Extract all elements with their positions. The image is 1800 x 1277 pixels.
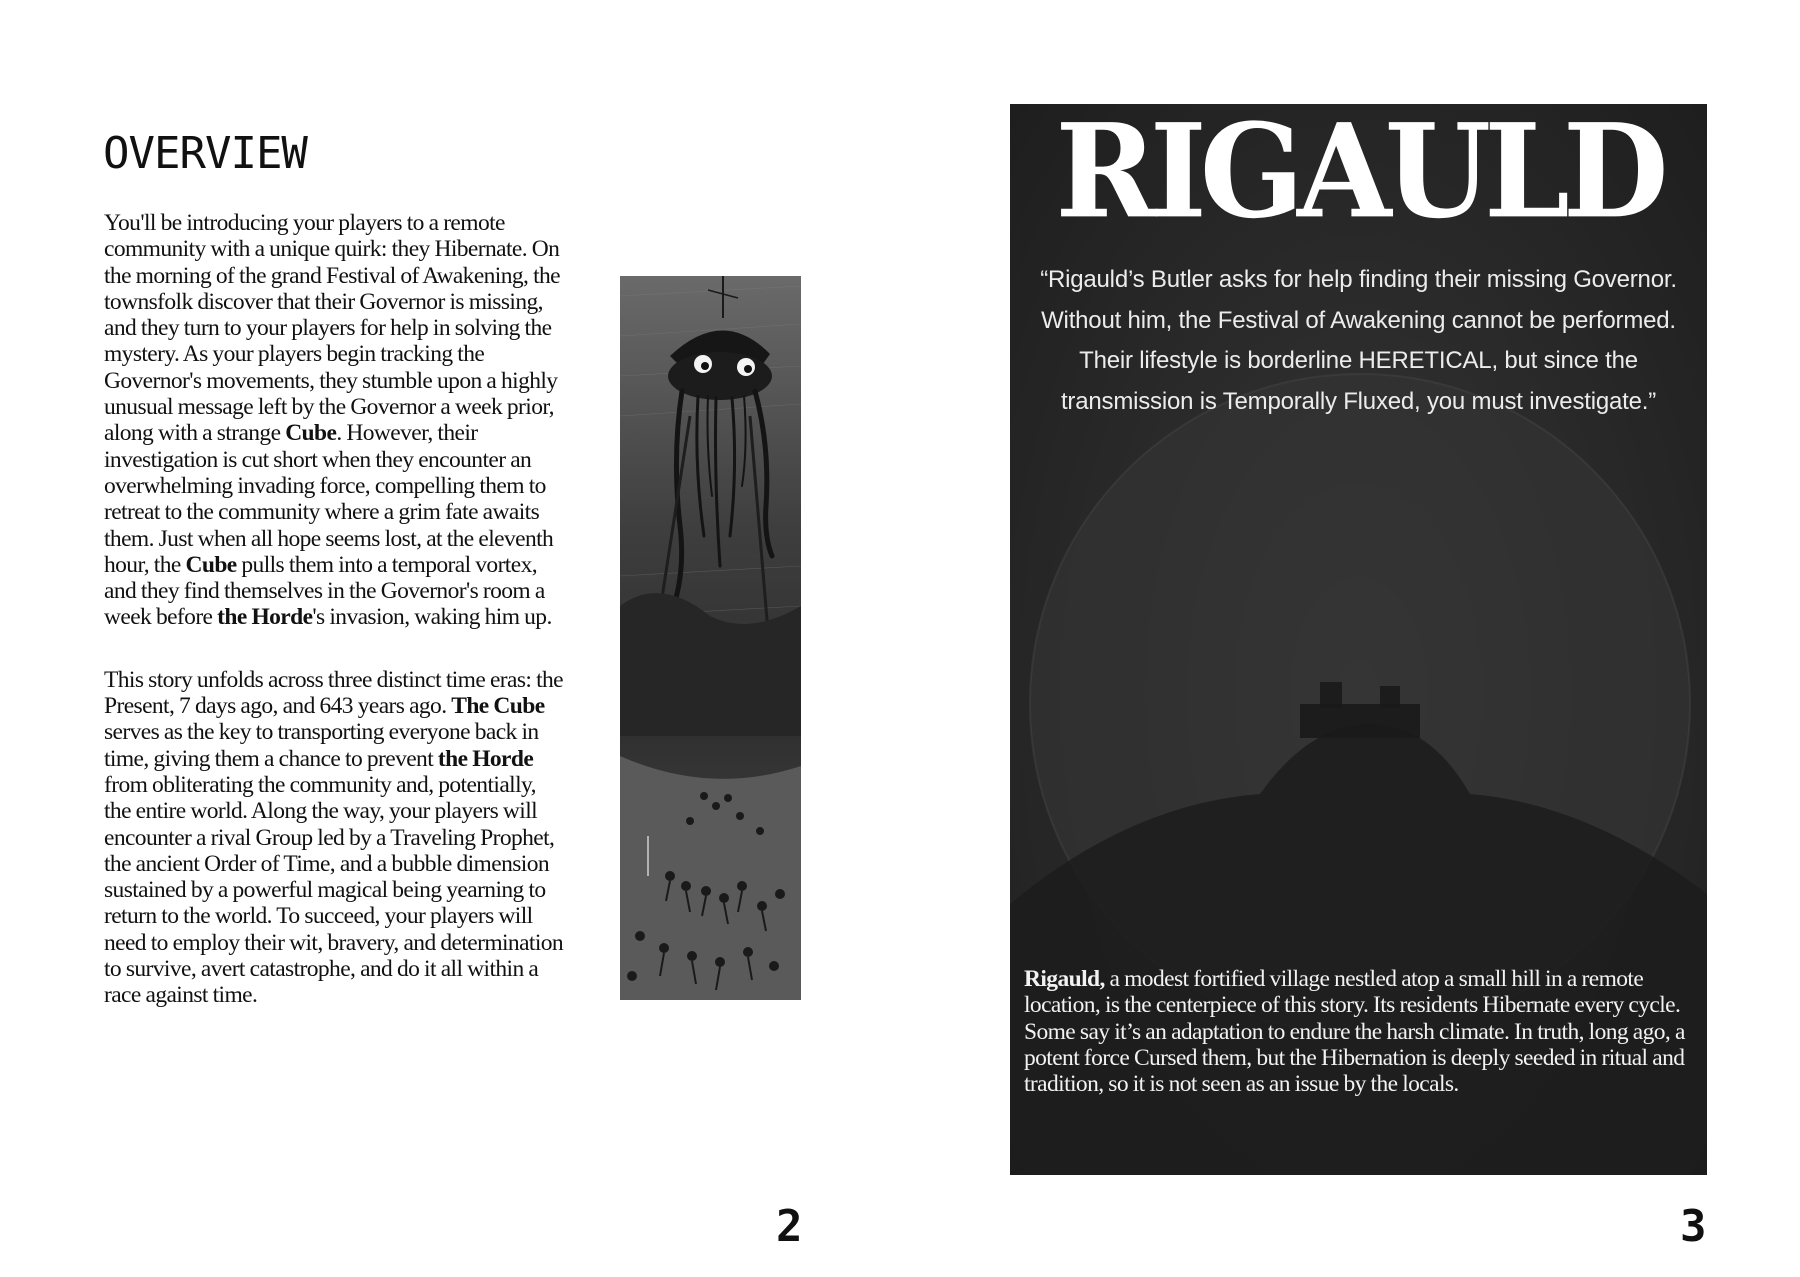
text-run: You'll be introducing your players to a remote community with a unique quirk: they Hibernate. On the morning of the grand Festival of Awakening, the townsfolk discover that their Governor is missing, and they turn to your players for help in solving the mystery. As your players begin tracking the Governor's movements, they stumble upon a highly unusual message left by the Governor a week prior, along with a strange bbox=[104, 210, 560, 447]
bold-term: The Cube bbox=[451, 693, 545, 720]
pull-quote: “Rigauld’s Butler asks for help finding their missing Governor. Without him, the Festival of Awakening cannot be performed. Their lifestyle is borderline HERETICAL, but since the transmission is Temporally Fluxed, you must investigate.” bbox=[1040, 266, 1677, 415]
text-run: from obliterating the community and, potentially, the entire world. Along the way, your players will encounter a rival Group led by a Traveling Prophet, the ancient Order of Time, and a bubble dimension sustained by a powerful magical being yearning to return to the world. To succeed, your players will need to employ their wit, bravery, and determination to survive, avert catastrophe, and do it all within a race against time. bbox=[104, 771, 564, 1009]
location-name: Rigauld, bbox=[1024, 966, 1105, 992]
overview-paragraph-1 bbox=[104, 210, 566, 631]
overview-paragraph-2 bbox=[104, 667, 566, 1009]
text-run: a modest fortified village nestled atop a small hill in a remote location, is the centerpiece of this story. Its residents Hibernate every cycle. Some say it’s an adaptation to endure the harsh climate. In truth, long ago, a potent force Cursed them, but the Hibernation is deeply seeded in ritual and tradition, so it is not seen as an issue by the locals. bbox=[1024, 966, 1685, 1098]
page-number-left: 2 bbox=[776, 1201, 803, 1252]
page-number-right: 3 bbox=[1680, 1201, 1707, 1252]
text-run: serves as the key to transporting everyone back in time, giving them a chance to prevent bbox=[104, 719, 539, 772]
bold-term: Cube bbox=[185, 551, 237, 578]
bold-term: the Horde bbox=[437, 745, 534, 772]
text-run: 's invasion, waking him up. bbox=[312, 604, 552, 631]
page-title: OVERVIEW bbox=[103, 128, 307, 179]
bold-term: the Horde bbox=[217, 604, 313, 631]
location-description bbox=[1024, 966, 1694, 1097]
overview-text bbox=[104, 210, 566, 1045]
bold-term: Cube bbox=[285, 420, 337, 447]
text-run: pulls them into a temporal vortex, and they find themselves in the Governor's room a week before bbox=[104, 551, 545, 631]
rigauld-feature-panel bbox=[1010, 104, 1707, 1175]
tripod-war-machine-illustration bbox=[620, 276, 801, 1000]
illustration-drawing bbox=[620, 276, 801, 1000]
feature-title: RIGAULD bbox=[1055, 104, 1662, 248]
text-run: . However, their investigation is cut short when they encounter an overwhelming invading force, compelling them to retreat to the community where a grim fate awaits them. Just when all hope seems lost, at the eleventh hour, the bbox=[104, 420, 554, 578]
text-run: This story unfolds across three distinct time eras: the Present, 7 days ago, and 643 years ago. bbox=[104, 666, 564, 720]
